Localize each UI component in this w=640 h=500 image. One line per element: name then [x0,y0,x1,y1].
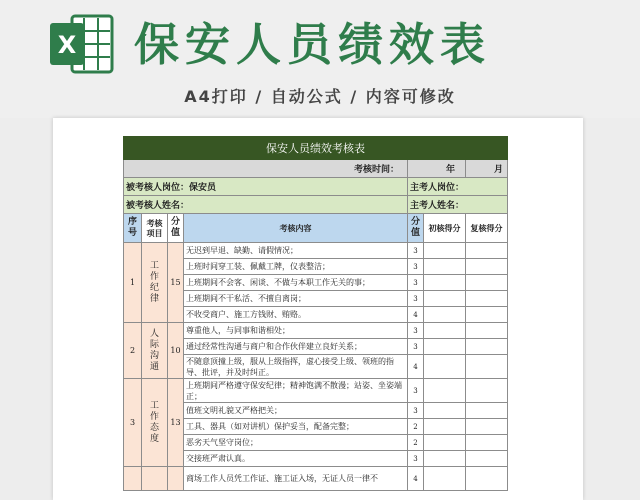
page-title: 保安人员绩效表 [134,18,492,71]
first-score-cell[interactable] [424,451,466,467]
table-row [124,467,508,491]
table-row [124,379,508,403]
group-points [168,467,184,491]
table-title-row [124,137,508,160]
item-score: 3 [408,259,424,275]
group-no: 2 [124,323,142,379]
sheet-preview [53,118,583,500]
item-score: 4 [408,307,424,323]
review-score-cell[interactable] [466,379,508,403]
item-score: 2 [408,419,424,435]
logo-letter: X [57,31,77,59]
item-content: 值班文明礼貌又严格把关； [184,403,408,419]
review-score-cell[interactable] [466,403,508,419]
post-row [124,178,508,196]
group-points: 13 [168,379,184,467]
first-score-cell[interactable] [424,259,466,275]
item-content: 上班期间不会客、闲谈、不做与本职工作无关的事； [184,275,408,291]
group-item: 工作纪律 [142,243,168,323]
first-score-cell[interactable] [424,419,466,435]
table-row [124,323,508,339]
item-content: 无迟到早退、缺勤、请假情况； [184,243,408,259]
review-score-cell[interactable] [466,291,508,307]
review-score-cell[interactable] [466,275,508,291]
header-first-score: 初核得分 [424,214,466,243]
first-score-cell[interactable] [424,379,466,403]
item-content: 通过经常性沟通与商户和合作伙伴建立良好关系； [184,339,408,355]
item-content: 不随意顶撞上级，服从上级指挥，虚心接受上级、领班的指导、批评，并及时纠正。 [184,355,408,379]
header-review-score: 复核得分 [466,214,508,243]
month-label: 月 [466,160,508,178]
group-no [124,467,142,491]
group-item [142,467,168,491]
review-score-cell[interactable] [466,355,508,379]
post-cell [124,178,408,196]
post-label: 被考核人岗位：保安员 [126,183,217,193]
review-score-cell[interactable] [466,435,508,451]
first-score-cell[interactable] [424,355,466,379]
item-content: 上班期间不干私活、不擅自离岗； [184,291,408,307]
group-no: 1 [124,243,142,323]
item-score: 3 [408,323,424,339]
supervisor-name-label: 主考人姓名： [408,196,508,214]
group-item: 工作态度 [142,379,168,467]
group-item: 人际沟通 [142,323,168,379]
first-score-cell[interactable] [424,339,466,355]
first-score-cell[interactable] [424,323,466,339]
excel-logo-icon [48,14,116,74]
table-row [124,243,508,259]
year-label: 年 [408,160,466,178]
item-score: 3 [408,379,424,403]
first-score-cell[interactable] [424,467,466,491]
review-score-cell[interactable] [466,419,508,435]
item-score: 3 [408,451,424,467]
review-score-cell[interactable] [466,259,508,275]
item-score: 4 [408,467,424,491]
header-score: 分值 [408,214,424,243]
review-score-cell[interactable] [466,451,508,467]
item-content: 不收受商户、施工方钱财、贿赂。 [184,307,408,323]
review-score-cell[interactable] [466,307,508,323]
header-item: 考核项目 [142,214,168,243]
item-content: 工具、器具（如对讲机）保护妥当，配备完整； [184,419,408,435]
first-score-cell[interactable] [424,243,466,259]
item-score: 2 [408,435,424,451]
name-label: 被考核人姓名： [124,196,408,214]
header-content: 考核内容 [184,214,408,243]
item-content: 上班时间穿工装、佩戴工牌，仪表整洁； [184,259,408,275]
appraisal-table [123,136,508,491]
time-label: 考核时间： [124,160,408,178]
item-score: 4 [408,355,424,379]
supervisor-post-label: 主考人岗位： [408,178,508,196]
item-score: 3 [408,275,424,291]
group-points: 15 [168,243,184,323]
first-score-cell[interactable] [424,307,466,323]
item-score: 3 [408,403,424,419]
item-score: 3 [408,291,424,307]
time-row [124,160,508,178]
sheet-title: 保安人员绩效考核表 [124,137,508,160]
review-score-cell[interactable] [466,243,508,259]
name-row [124,196,508,214]
header-points: 分值 [168,214,184,243]
item-content: 尊重他人，与同事和谐相处； [184,323,408,339]
first-score-cell[interactable] [424,291,466,307]
page-subtitle: A4打印 / 自动公式 / 内容可修改 [184,87,456,106]
review-score-cell[interactable] [466,467,508,491]
item-content: 上班期间严格遵守保安纪律；精神饱满不散漫；站姿、坐姿端正； [184,379,408,403]
item-content: 交接班严肃认真。 [184,451,408,467]
banner [0,0,640,118]
item-content: 恶劣天气坚守岗位； [184,435,408,451]
header-no: 序号 [124,214,142,243]
first-score-cell[interactable] [424,275,466,291]
item-content: 商场工作人员凭工作证、施工证入场，无证人员一律不 [184,467,408,491]
review-score-cell[interactable] [466,323,508,339]
first-score-cell[interactable] [424,435,466,451]
header-row [124,214,508,243]
item-score: 3 [408,243,424,259]
item-score: 3 [408,339,424,355]
group-points: 10 [168,323,184,379]
review-score-cell[interactable] [466,339,508,355]
group-no: 3 [124,379,142,467]
first-score-cell[interactable] [424,403,466,419]
